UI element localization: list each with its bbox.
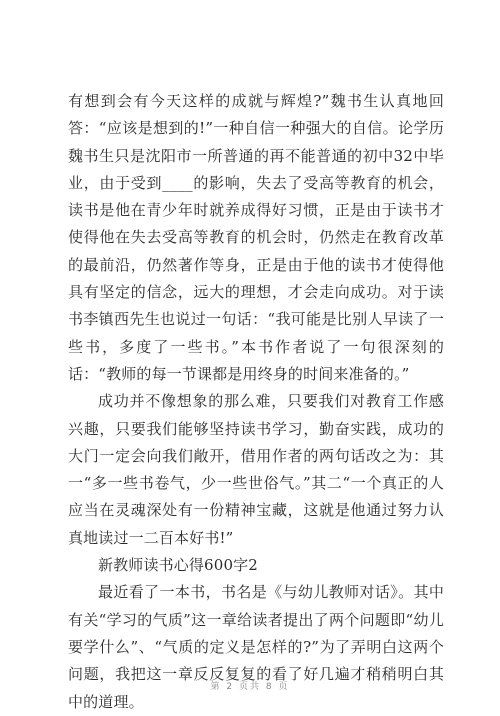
body-paragraph: 成功并不像想象的那么难，只要我们对教育工作感兴趣，只要我们能够坚持读书学习，勤奋实践，成功的大门一定会向我们敞开，借用作者的两句话改之为：其一“多一些书卷气，少一些世俗气。”其二“一个真正的人应当在灵魂深处有一份精神宝藏，这就是他通过努力认真地读过一二百本好书!” [68, 392, 444, 547]
body-paragraph: 最近看了一本书，书名是《与幼儿教师对话》。其中有关“学习的气质”这一章给读者提出了两个问题即“幼儿要学什么”、“气质的定义是怎样的?”为了弄明白这两个问题，我把这一章反反复复的看了好几遍才稍稍明白其中的道理。 [68, 583, 444, 711]
body-paragraph: 有想到会有今天这样的成就与辉煌?”魏书生认真地回答：“应该是想到的!”一种自信一种强大的自信。论学历魏书生只是沈阳市一所普通的再不能普通的初中32中毕业，由于受到____的影响，失去了受高等教育的机会，读书是他在青少年时就养成得好习惯，正是由于读书才使得他在失去受高等教育的机会时，仍然走在教育改革的最前沿，仍然著作等身，正是由于他的读书才使得他具有坚定的信念，远大的理想，才会走向成功。对于读书李镇西先生也说过一句话：“我可能是比别人早读了一些书，多度了一些书。”本书作者说了一句很深刻的话：“教师的每一节课都是用终身的时间来准备的。” [68, 92, 444, 383]
section-heading: 新教师读书心得600字2 [98, 556, 258, 575]
document-body [68, 88, 444, 716]
page-number-footer: 第 2 页共 8 页 [210, 682, 290, 692]
